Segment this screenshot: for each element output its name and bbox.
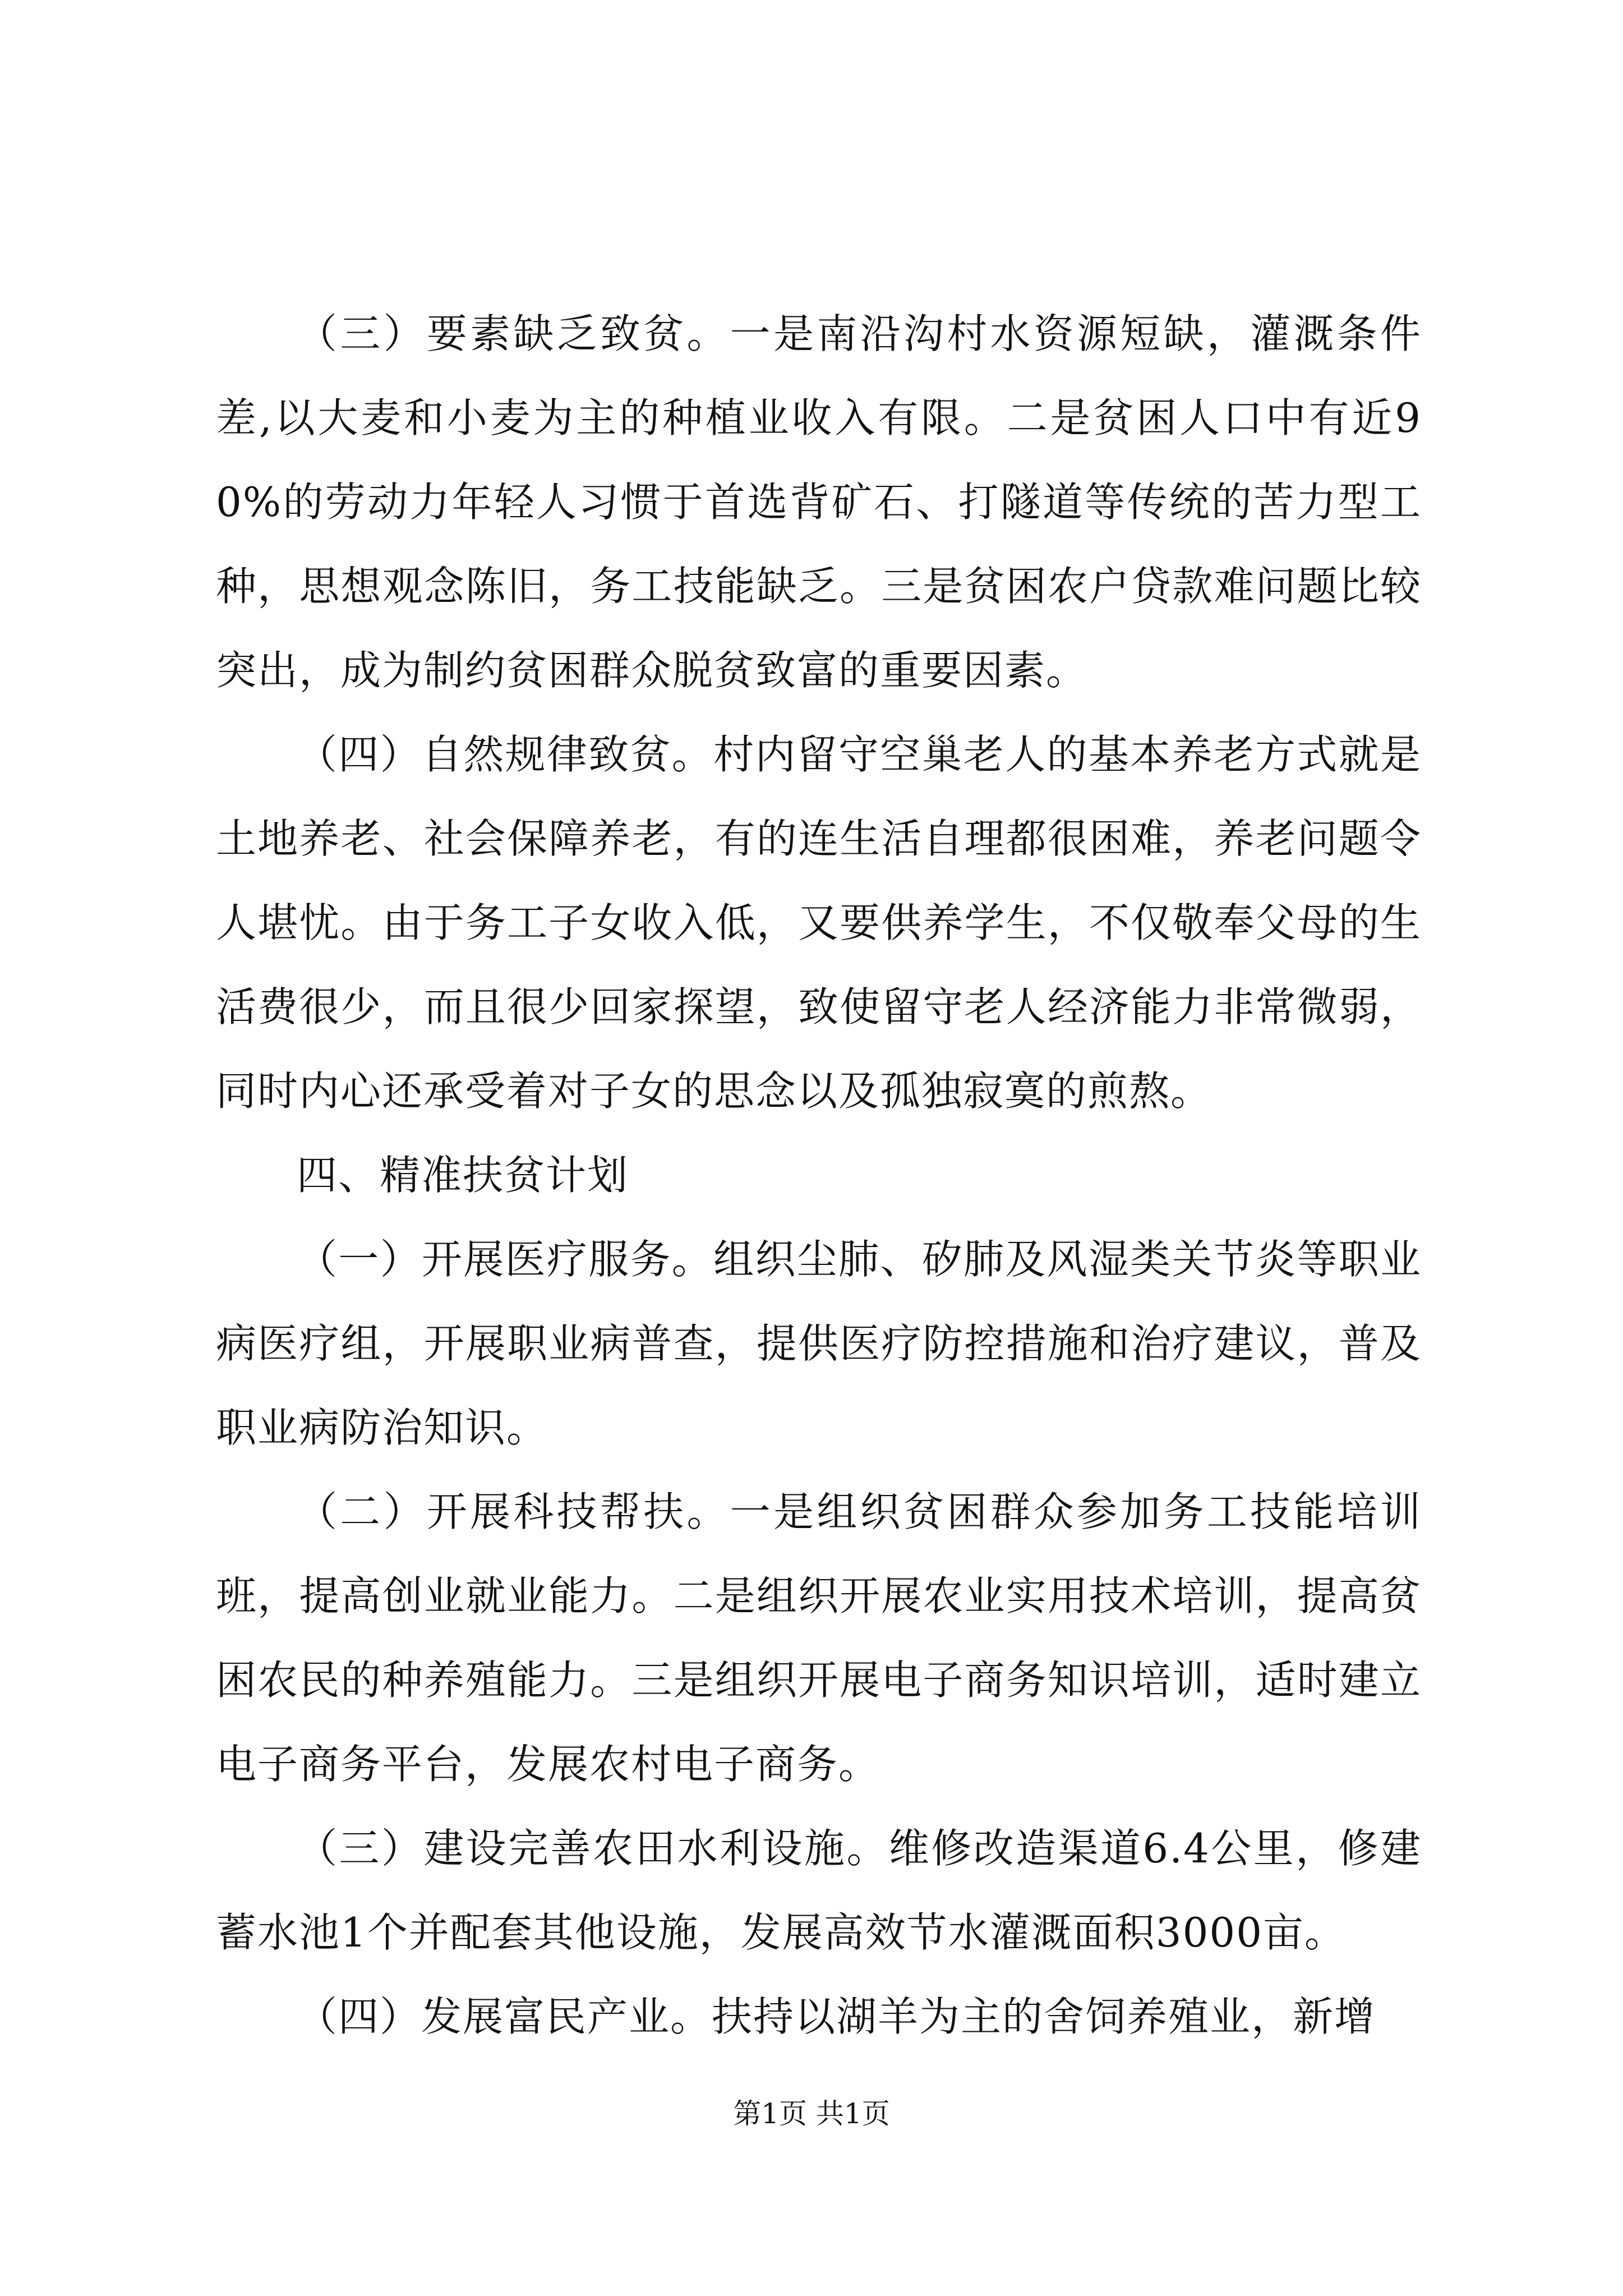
page-footer: 第1页 共1页 [733,2097,890,2130]
section-heading-poverty-plan: 四、精准扶贫计划 [297,1152,629,1199]
paragraph-irrigation: （三）建设完善农田水利设施。维修改造渠道6.4公里，修建蓄水池1个并配套其他设施，发展高效节水灌溉面积3000亩。 [216,1825,1422,1956]
paragraph-medical-service: （一）开展医疗服务。组织尘肺、矽肺及风湿类关节炎等职业病医疗组，开展职业病普查，提供医疗防控措施和治疗建议，普及职业病防治知识。 [216,1236,1422,1451]
paragraph-natural-law: （四）自然规律致贫。村内留守空巢老人的基本养老方式就是土地养老、社会保障养老，有的连生活自理都很困难，养老问题令人堪忧。由于务工子女收入低，又要供养学生，不仅敬奉父母的生活费很少，而且很少回家探望，致使留守老人经济能力非常微弱，同时内心还承受着对子女的思念以及孤独寂寞的煎熬。 [216,731,1422,1115]
document-body [216,292,1422,2059]
paragraph-industry: （四）发展富民产业。扶持以湖羊为主的舍饲养殖业，新增 [297,1993,1376,2040]
paragraph-factor-shortage: （三）要素缺乏致贫。一是南沿沟村水资源短缺，灌溉条件差,以大麦和小麦为主的种植业收入有限。二是贫困人口中有近90%的劳动力年轻人习惯于首选背矿石、打隧道等传统的苦力型工种，思想观念陈旧，务工技能缺乏。三是贫困农户贷款难问题比较突出，成为制约贫困群众脱贫致富的重要因素。 [216,310,1422,694]
paragraph-tech-assistance: （二）开展科技帮扶。一是组织贫困群众参加务工技能培训班，提高创业就业能力。二是组织开展农业实用技术培训，提高贫困农民的种养殖能力。三是组织开展电子商务知识培训，适时建立电子商务平台，发展农村电子商务。 [216,1488,1422,1788]
